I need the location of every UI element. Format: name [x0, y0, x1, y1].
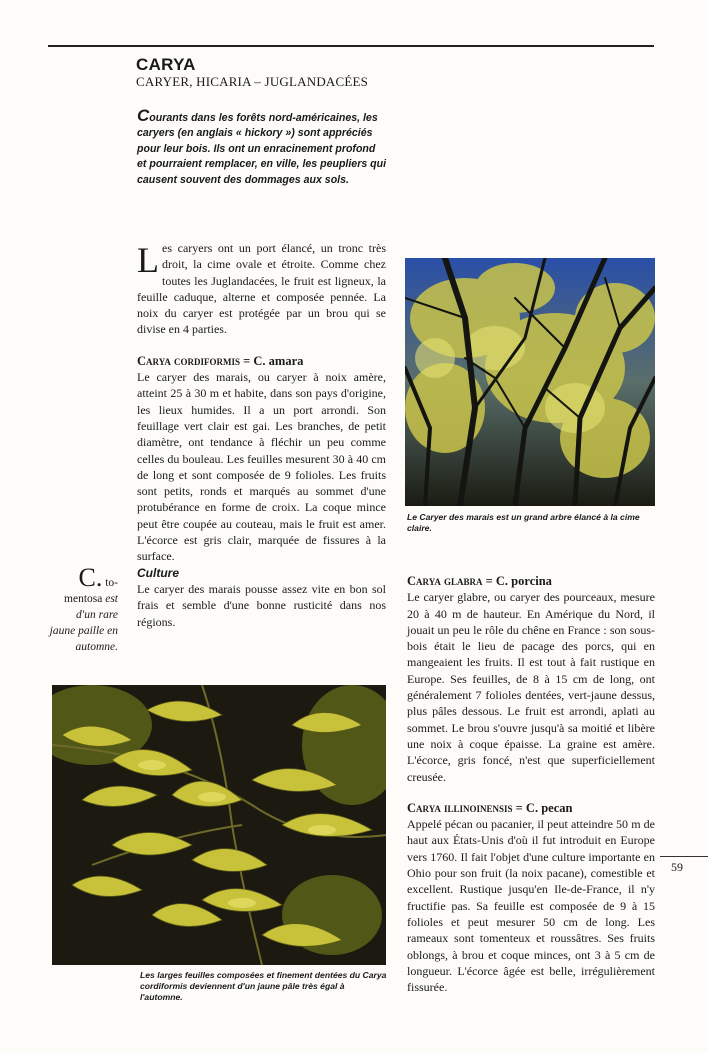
intro-paragraph	[137, 108, 387, 188]
heading-illinoinensis: Carya illinoinensis = C. pecan	[407, 800, 573, 815]
intro-initial: C	[137, 106, 150, 125]
margin-note: C. to-mentosa est d'un rare jaune paille en automne.	[49, 563, 118, 653]
page-subtitle: CARYER, HICARIA – JUGLANDACÉES	[136, 74, 369, 89]
left-column	[137, 240, 386, 630]
heading-cordiformis: Carya cordiformis = C. amara	[137, 353, 304, 368]
page-title: CARYA	[136, 55, 196, 74]
dropcap: L	[137, 240, 159, 280]
culture-heading: Culture	[137, 565, 179, 580]
tree-canopy-photo	[405, 258, 655, 506]
intro-text: ourants dans les forêts nord-américaines, les caryers (en anglais « hickory ») sont appréciés pour leur bois. Ils ont un enracinement profond et pourraient remplacer, en ville, les peupliers qui causent souvent des dommages aux sols.	[137, 112, 387, 186]
heading-glabra: Carya glabra = C. porcina	[407, 574, 552, 588]
page-number: 59	[671, 860, 683, 874]
tree-photo-caption: Le Caryer des marais est un grand arbre élancé à la cime claire.	[407, 512, 640, 533]
top-rule	[48, 45, 654, 47]
glabra-text: Le caryer glabre, ou caryer des pourceaux, mesure 20 à 40 m de hauteur. En Amérique du Nord, il jouait un peu le rôle du chêne en France : son sous-bois était le lieu de pacage des porcs, qui en mangeaient les fruits. Il est tout à fait rustique en Europe. Ses feuilles, de 8 à 15 cm de long, ont généralement 7 folioles dentées, vert-jaune dessus, plus pâles dessous. Le fruit est arrondi, aplati au sommet. Le brou s'ouvre jusqu'à sa moitié et libère une noix à coque épaisse. La graine est amère. L'écorce, gris foncé, n'est que superficiellement creusée.	[407, 590, 655, 784]
leaves-photo-caption: Les larges feuilles composées et finement dentées du Carya cordiformis deviennent d'un jaune pâle très égal à l'automne.	[140, 970, 387, 1002]
right-column	[407, 573, 655, 995]
page-number-rule	[660, 856, 708, 857]
opening-paragraph: Les caryers ont un port élancé, un tronc très droit, la cime ovale et étroite. Comme chez toutes les Juglandacées, le fruit est ligneux, la feuille caduque, alterne et composée pennée. La noix du caryer est protégée par un brou qui se divise en 4 parties.	[137, 240, 386, 337]
illinoinensis-text: Appelé pécan ou pacanier, il peut atteindre 50 m de haut aux États-Unis d'où il fut introduit en Europe vers 1760. Il fait l'objet d'une culture importante en Ohio pour son fruit (la noix pacane), comestible et excellent. Rustique jusqu'en Ile-de-France, il n'y fructifie pas. Sa feuille est composée de 9 à 15 folioles et peut mesurer 50 cm de long. Les rameaux sont tomenteux et roussâtres. Ses fruits oblongs, à brou et coque minces, ont 3 à 5 cm de longueur. L'écorce âgée est belle, irrégulièrement fissurée.	[407, 817, 655, 995]
culture-text: Le caryer des marais pousse assez vite en bon sol frais et semble d'une bonne rusticité dans nos régions.	[137, 581, 386, 629]
leaves-photo	[52, 685, 386, 965]
cordiformis-text: Le caryer des marais, ou caryer à noix amère, atteint 25 à 30 m et habite, dans son pays d'origine, les lieux humides. Il a un port arrondi. Son feuillage vert clair est gai. Les branches, de petit diamètre, ont tendance à fléchir un peu comme celles du bouleau. Les feuilles mesurent 30 à 40 cm de long et sont composée de 9 folioles. Les fruits sont petits, ronds et marqués au sommet d'une protubérance en forme de croix. La coque mince peut être coupée au couteau, mais le fruit est amer. L'écorce est gris clair, marquée de fissures à la surface.	[137, 370, 386, 564]
